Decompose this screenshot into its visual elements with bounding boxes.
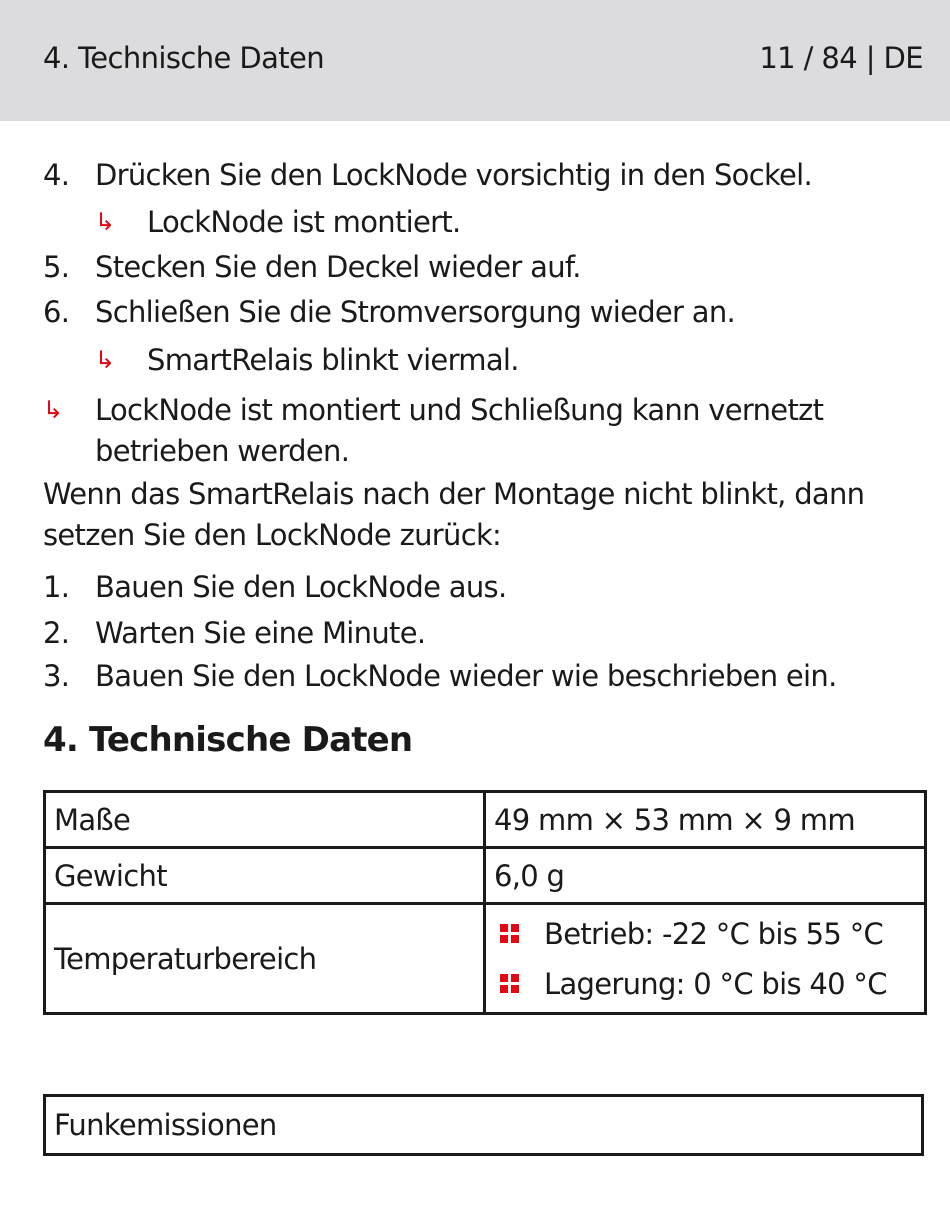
result-arrow-icon: ↳	[43, 396, 63, 424]
result-text: SmartRelais blinkt viermal.	[147, 343, 519, 377]
red-square-bullet-icon	[500, 974, 520, 994]
table-row	[45, 1096, 923, 1155]
page-header	[0, 0, 950, 121]
temperature-storage: Lagerung: 0 °C bis 40 °C	[544, 966, 887, 1001]
header-page-number: 11 / 84 | DE	[759, 41, 923, 75]
spec-label: Maße	[45, 792, 485, 848]
step-number: 3.	[43, 659, 70, 693]
step-text: Bauen Sie den LockNode wieder wie beschrieben ein.	[95, 659, 837, 693]
note-line2: setzen Sie den LockNode zurück:	[43, 518, 502, 552]
list-item	[492, 959, 918, 1009]
step-number: 2.	[43, 616, 70, 650]
note-line1: Wenn das SmartRelais nach der Montage nicht blinkt, dann	[43, 477, 865, 511]
result-arrow-icon: ↳	[95, 346, 115, 374]
spec-value: 49 mm × 53 mm × 9 mm	[485, 792, 926, 848]
step-text: Schließen Sie die Stromversorgung wieder an.	[95, 295, 736, 329]
result-arrow-icon: ↳	[95, 208, 115, 236]
spec-label: Temperaturbereich	[45, 904, 485, 1014]
step-text: Bauen Sie den LockNode aus.	[95, 570, 507, 604]
result-text: LockNode ist montiert.	[147, 205, 461, 239]
final-result-line2: betrieben werden.	[95, 434, 350, 468]
step-text: Warten Sie eine Minute.	[95, 616, 426, 650]
step-number: 4.	[43, 158, 70, 192]
step-number: 5.	[43, 250, 70, 284]
step-text: Stecken Sie den Deckel wieder auf.	[95, 250, 581, 284]
step-text: Drücken Sie den LockNode vorsichtig in den Sockel.	[95, 158, 813, 192]
spec-table	[43, 790, 927, 1015]
spec-label: Gewicht	[45, 848, 485, 904]
step-number: 1.	[43, 570, 70, 604]
radio-table	[43, 1094, 924, 1156]
list-item	[492, 909, 918, 959]
spec-value: 6,0 g	[485, 848, 926, 904]
radio-label: Funkemissionen	[45, 1096, 923, 1155]
red-square-bullet-icon	[500, 924, 520, 944]
section-title: 4. Technische Daten	[43, 720, 413, 760]
header-title: 4. Technische Daten	[43, 41, 325, 75]
table-row	[45, 904, 926, 1014]
table-row	[45, 848, 926, 904]
spec-value-list	[485, 904, 926, 1014]
step-number: 6.	[43, 295, 70, 329]
final-result-line1: LockNode ist montiert und Schließung kann vernetzt	[95, 393, 824, 427]
table-row	[45, 792, 926, 848]
temperature-operation: Betrieb: -22 °C bis 55 °C	[544, 916, 884, 951]
